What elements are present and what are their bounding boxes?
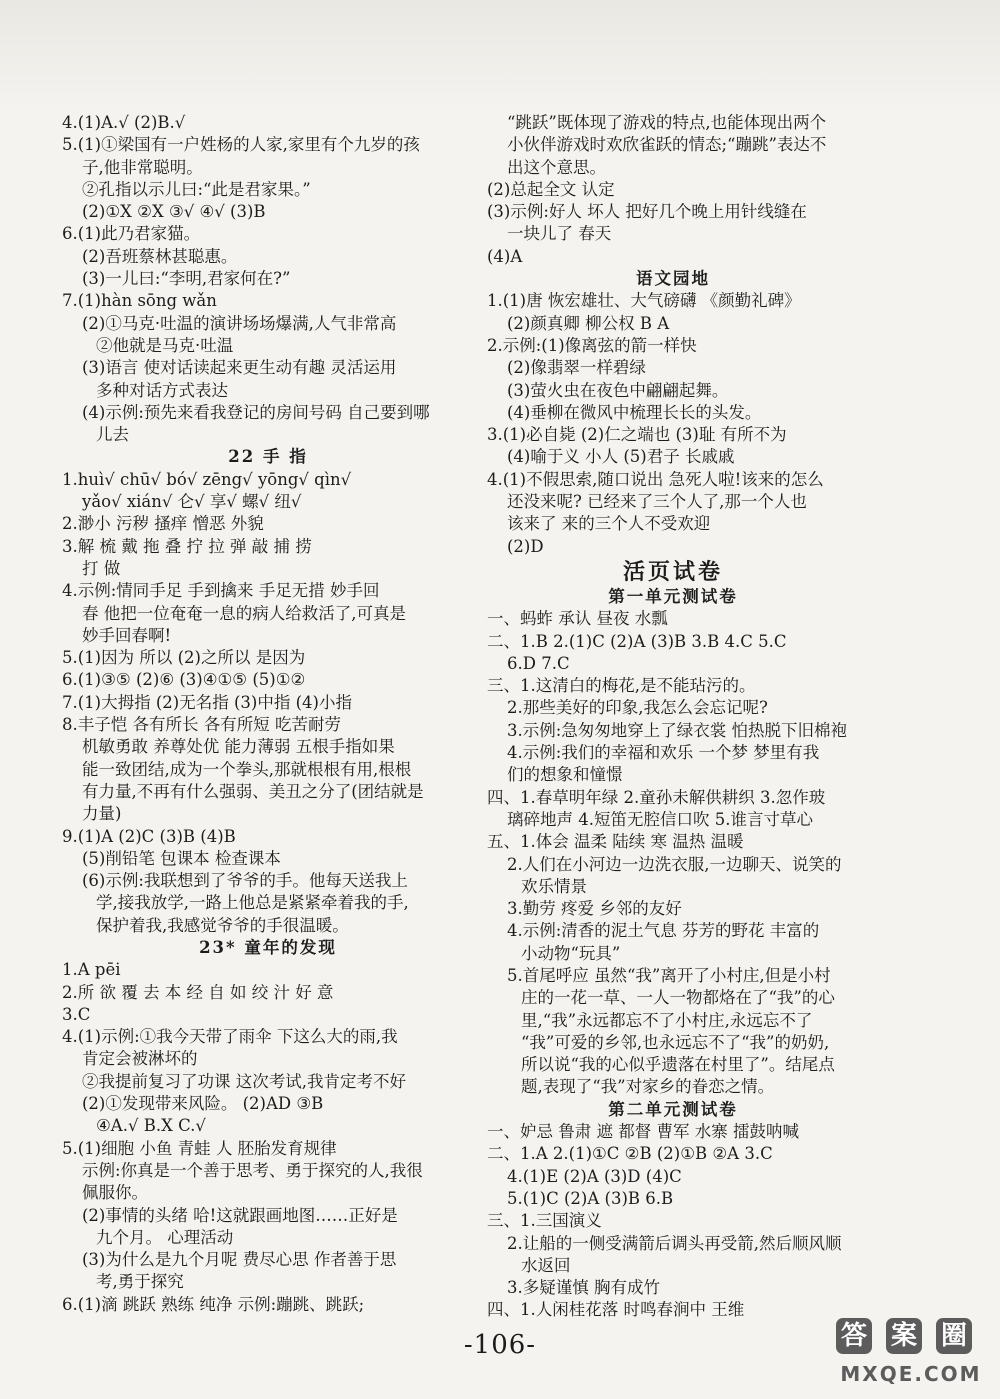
answer-line: 能一致团结,成为一个拳头,那就根根有用,根根 <box>82 759 412 779</box>
answer-line: 四、1.春草明年绿 2.童孙未解供耕织 3.忽作玻 <box>487 787 826 807</box>
answer-line: 打 做 <box>82 558 121 578</box>
answer-line: 保护着我,我感觉爷爷的手很温暖。 <box>96 915 349 935</box>
answer-line: “跳跃”既体现了游戏的特点,也能体现出两个 <box>507 113 827 132</box>
page-number: -106- <box>463 1330 537 1360</box>
answer-line: 4.(1)示例:①我今天带了雨伞 下这么大的雨,我 <box>62 1027 398 1047</box>
answer-line: (2)事情的头绪 哈!这就跟画地图……正好是 <box>82 1205 398 1225</box>
answer-line: 9.(1)A (2)C (3)B (4)B <box>62 826 236 846</box>
answer-line: 肯定会被淋坏的 <box>82 1049 198 1069</box>
answer-line: 6.(1)③⑤ (2)⑥ (3)④①⑤ (5)①② <box>62 670 306 690</box>
answer-line: 所以说“我的心似乎遗落在村里了”。结尾点 <box>521 1055 835 1075</box>
answer-line: (4)示例:预先来看我登记的房间号码 自己要到哪 <box>82 402 430 422</box>
answer-line: 5.(1)①梁国有一户姓杨的人家,家里有个九岁的孩 <box>62 135 420 155</box>
answer-line: 们的想象和憧憬 <box>507 765 623 785</box>
answer-line: 三、1.三国演义 <box>487 1211 602 1231</box>
answer-line: 一块儿了 春天 <box>507 224 612 244</box>
answer-line: 二、1.A 2.(1)①C ②B (2)①B ②A 3.C <box>487 1144 773 1164</box>
answer-line: 2.让船的一侧受满箭后调头再受箭,然后顺风顺 <box>507 1233 842 1253</box>
answer-line: 春 他把一位奄奄一息的病人给救活了,可真是 <box>82 603 406 623</box>
page-top-shading <box>0 0 1000 108</box>
answer-line: 二、1.B 2.(1)C (2)A (3)B 3.B 4.C 5.C <box>487 631 787 651</box>
answer-line: 力量) <box>82 804 122 824</box>
answer-line: (3)一儿曰:“李明,君家何在?” <box>82 269 291 289</box>
answer-line: 多种对话方式表达 <box>96 380 228 400</box>
answer-line: ②他就是马克·吐温 <box>96 335 234 355</box>
answer-line: (2)①马克·吐温的演讲场场爆满,人气非常高 <box>82 313 397 333</box>
part-heading: 活页试卷 <box>622 558 723 585</box>
answer-line: (2)D <box>507 536 544 556</box>
answer-line: 4.(1)E (2)A (3)D (4)C <box>507 1166 682 1186</box>
answer-line: 四、1.人闲桂花落 时鸣春涧中 王维 <box>487 1300 745 1320</box>
answer-line: (2)①X ②X ③√ ④√ (3)B <box>82 202 266 222</box>
answer-line: 儿去 <box>96 425 129 445</box>
answer-line: 4.(1)不假思索,随口说出 急死人啦!该来的怎么 <box>487 469 824 489</box>
answer-line: (6)示例:我联想到了爷爷的手。他每天送我上 <box>82 871 408 891</box>
answer-line: 出这个意思。 <box>507 157 606 177</box>
answer-line: 有力量,不再有什么强弱、美丑之分了(团结就是 <box>82 781 424 801</box>
section-heading: 23* 童年的发现 <box>199 937 337 957</box>
answer-line: 一、蚂蚱 承认 昼夜 水瓢 <box>487 609 668 629</box>
watermark-logo <box>836 1318 986 1394</box>
watermark-char-3: 圈 <box>936 1318 972 1354</box>
right-answer-column <box>487 112 859 1322</box>
answer-line: 小动物“玩具” <box>521 943 621 963</box>
answer-line: 3.示例:急匆匆地穿上了绿衣裳 怕热脱下旧棉袍 <box>507 720 848 740</box>
watermark-char-1: 答 <box>836 1318 872 1354</box>
answer-line: (3)示例:好人 坏人 把好几个晚上用针线缝在 <box>487 202 807 222</box>
answer-line: ④A.√ B.X C.√ <box>96 1116 206 1136</box>
answer-line: 子,他非常聪明。 <box>82 157 203 177</box>
answer-line: 4.(1)A.√ (2)B.√ <box>62 113 186 132</box>
answer-line: (4)垂柳在微风中梳理长长的头发。 <box>507 402 762 422</box>
answer-line: 1.A pēi <box>62 960 121 980</box>
answer-line: (4)A <box>487 246 523 266</box>
answer-line: (2)颜真卿 柳公权 B A <box>507 313 670 333</box>
answer-line: ②孔指以示儿曰:“此是君家果。” <box>82 179 311 199</box>
section-heading: 第一单元测试卷 <box>608 586 738 606</box>
answer-line: 4.示例:情同手足 手到擒来 手足无措 妙手回 <box>62 581 380 601</box>
answer-line: 7.(1)hàn sōng wǎn <box>62 291 217 311</box>
answer-line: 3.勤劳 疼爱 乡邻的友好 <box>507 899 682 919</box>
answer-line: 5.(1)细胞 小鱼 青蛙 人 胚胎发育规律 <box>62 1138 337 1158</box>
answer-line: 妙手回春啊! <box>82 625 172 645</box>
answer-line: ②我提前复习了功课 这次考试,我肯定考不好 <box>82 1071 406 1091</box>
answer-line: yǎo√ xián√ 仑√ 享√ 螺√ 纽√ <box>82 492 302 512</box>
answer-line: “我”可爱的乡邻,也永远忘不了“我”的奶奶, <box>521 1032 830 1052</box>
answer-line: 1.(1)唐 恢宏雄壮、大气磅礴 《颜勤礼碑》 <box>487 291 801 311</box>
answer-line: 欢乐情景 <box>521 876 587 896</box>
answer-line: 7.(1)大拇指 (2)无名指 (3)中指 (4)小指 <box>62 692 352 712</box>
answer-line: 2.示例:(1)像离弦的箭一样快 <box>487 335 697 355</box>
answer-line: 6.D 7.C <box>507 653 570 673</box>
answer-line: 6.(1)此乃君家猫。 <box>62 224 201 244</box>
answer-line: 2.渺小 污秽 搔痒 憎恶 外貌 <box>62 514 264 534</box>
answer-line: (2)像翡翠一样碧绿 <box>507 358 646 378</box>
answer-line: (2)吾班蔡林甚聪惠。 <box>82 246 238 266</box>
answer-line: 还没来呢? 已经来了三个人了,那一个人也 <box>507 492 807 512</box>
answer-line: 一、妒忌 鲁肃 遮 都督 曹军 水寨 擂鼓呐喊 <box>487 1122 799 1142</box>
answer-line: 4.示例:我们的幸福和欢乐 一个梦 梦里有我 <box>507 743 820 763</box>
answer-line: 5.(1)因为 所以 (2)之所以 是因为 <box>62 648 306 668</box>
section-heading: 语文园地 <box>636 269 710 289</box>
answer-line: 1.huì√ chū√ bó√ zēng√ yōng√ qìn√ <box>62 469 352 489</box>
answer-line: 九个月。 心理活动 <box>96 1227 234 1247</box>
answer-line: 5.首尾呼应 虽然“我”离开了小村庄,但是小村 <box>507 965 831 985</box>
answer-line: 小伙伴游戏时欢欣雀跃的情态;“蹦跳”表达不 <box>507 135 827 155</box>
answer-line: 5.(1)C (2)A (3)B 6.B <box>507 1188 674 1208</box>
answer-line: (3)萤火虫在夜色中翩翩起舞。 <box>507 380 729 400</box>
answer-line: (4)喻于义 小人 (5)君子 长戚戚 <box>507 447 735 467</box>
answer-line: 五、1.体会 温柔 陆续 寒 温热 温暖 <box>487 832 744 852</box>
answer-line: 8.丰子恺 各有所长 各有所短 吃苦耐劳 <box>62 715 341 735</box>
answer-line: (3)语言 使对话读起来更生动有趣 灵活运用 <box>82 358 397 378</box>
answer-line: 2.人们在小河边一边洗衣服,一边聊天、说笑的 <box>507 854 842 874</box>
answer-line: 佩服你。 <box>82 1183 148 1203</box>
left-answer-column <box>62 112 474 1316</box>
answer-line: 考,勇于探究 <box>96 1272 184 1292</box>
answer-line: 里,“我”永远都忘不了小村庄,永远忘不了 <box>521 1010 813 1030</box>
answer-line: (5)削铅笔 包课本 检查课本 <box>82 848 281 868</box>
answer-line: 6.(1)滴 跳跃 熟练 纯净 示例:蹦跳、跳跃; <box>62 1294 365 1314</box>
answer-line: 3.C <box>62 1004 91 1024</box>
watermark-char-2: 案 <box>886 1318 922 1354</box>
section-heading: 22 手 指 <box>228 447 308 467</box>
answer-line: (2)总起全文 认定 <box>487 179 615 199</box>
answer-line: 2.所 欲 覆 去 本 经 自 如 绞 汁 好 意 <box>62 982 334 1002</box>
answer-line: 3.解 梳 戴 拖 叠 拧 拉 弹 敲 捕 捞 <box>62 536 312 556</box>
answer-line: 3.多疑谨慎 胸有成竹 <box>507 1278 660 1298</box>
answer-line: 机敏勇敢 养尊处优 能力薄弱 五根手指如果 <box>82 737 395 757</box>
answer-line: 学,接我放学,一路上他总是紧紧牵着我的手, <box>96 893 409 913</box>
answer-line: 示例:你真是一个善于思考、勇于探究的人,我很 <box>82 1160 423 1180</box>
answer-line: 4.示例:清香的泥土气息 芬芳的野花 丰富的 <box>507 921 820 941</box>
answer-line: 3.(1)必自毙 (2)仁之端也 (3)耻 有所不为 <box>487 425 787 445</box>
answer-line: 庄的一花一草、一人一物都烙在了“我”的心 <box>521 988 835 1008</box>
answer-line: 三、1.这清白的梅花,是不能玷污的。 <box>487 676 756 696</box>
answer-line: (3)为什么是九个月呢 费尽心思 作者善于思 <box>82 1250 397 1270</box>
section-heading: 第二单元测试卷 <box>608 1099 738 1119</box>
answer-line: 题,表现了“我”对家乡的眷恋之情。 <box>521 1077 775 1097</box>
answer-line: 该来了 来的三个人不受欢迎 <box>507 514 711 534</box>
answer-line: 2.那些美好的印象,我怎么会忘记呢? <box>507 698 768 718</box>
answer-line: 水返回 <box>521 1255 571 1275</box>
answer-line: 璃碎地声 4.短笛无腔信口吹 5.谁言寸草心 <box>507 809 813 829</box>
answer-line: (2)①发现带来风险。 (2)AD ③B <box>82 1094 324 1114</box>
watermark-text: MXQE.COM <box>840 1362 982 1386</box>
